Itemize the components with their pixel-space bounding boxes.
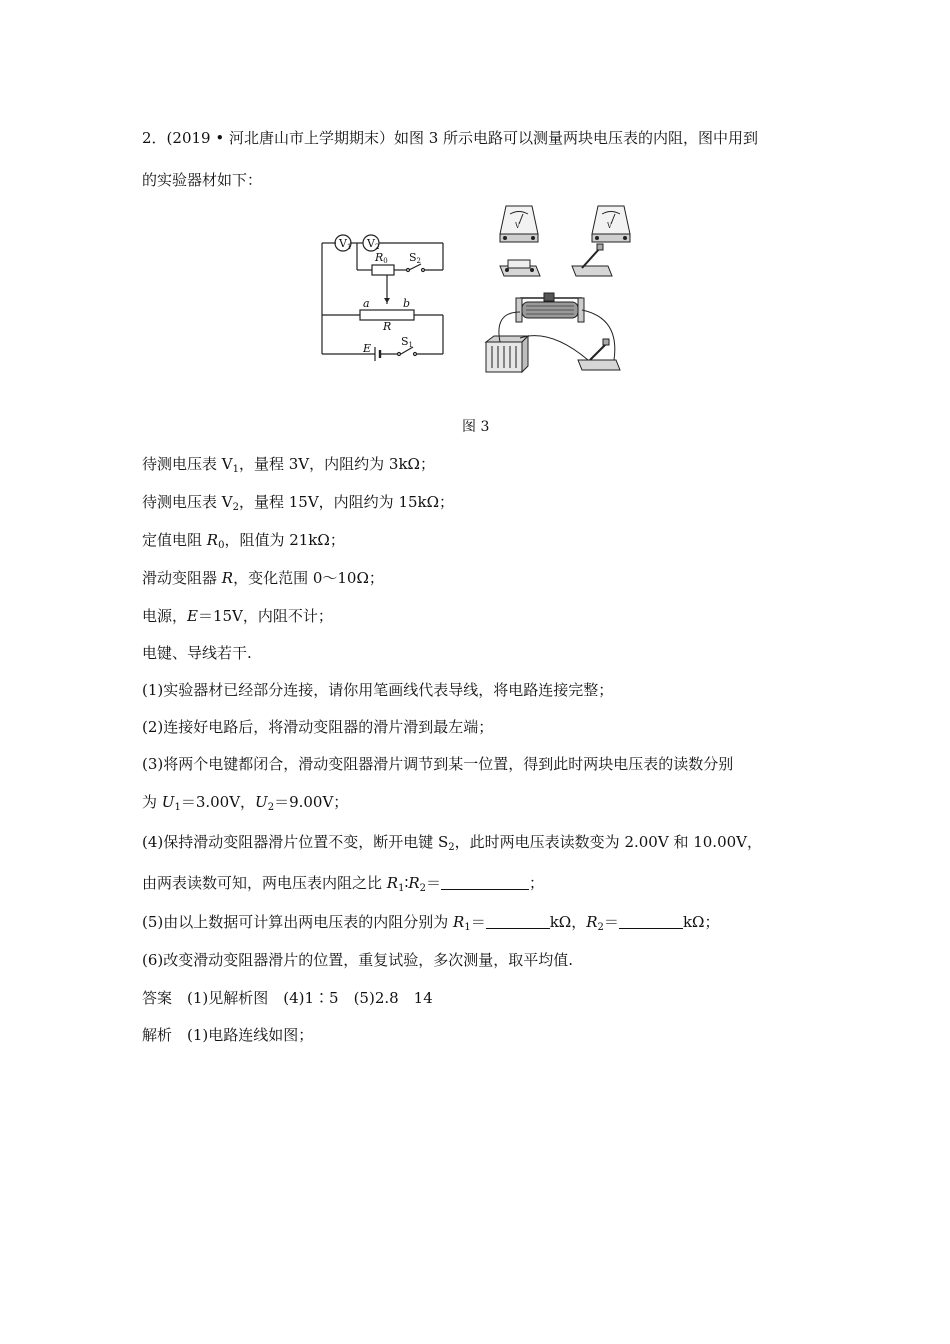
- material-rheostat: 滑动变阻器 R，变化范围 0～10Ω；: [142, 569, 384, 587]
- svg-text:V: V: [515, 222, 521, 230]
- answer-line: 答案 (1)见解析图 (4)1∶5 (5)2.8 14: [142, 989, 433, 1007]
- s2-label: S2: [409, 251, 422, 265]
- question-line-1: 2．(2019 • 河北唐山市上学期期末）如图 3 所示电路可以测量两块电压表的内阻，图中用到: [142, 129, 759, 147]
- switch-1-icon: [578, 339, 620, 370]
- material-wires: 电键、导线若干.: [142, 644, 252, 662]
- e-label: E: [363, 342, 372, 355]
- r2-blank[interactable]: [619, 914, 683, 929]
- slider-arrow: [384, 298, 390, 303]
- step-4-line-1: (4)保持滑动变阻器滑片位置不变，断开电键 $S_2$，此时两电压表读数变为 2.00V 和 10.00V，: [142, 833, 762, 853]
- apparatus-drawing: [470, 200, 645, 382]
- analysis-line: 解析 (1)电路连线如图；: [142, 1026, 314, 1044]
- figure-caption: 图 3: [462, 419, 490, 435]
- r1-blank[interactable]: [486, 914, 550, 929]
- material-r0: 定值电阻 $R_0$，阻值为 21kΩ；: [142, 531, 345, 551]
- step-4-line-2: 由两表读数可知，两电压表内阻之比 $R_1∶R_2=$ ；: [142, 874, 545, 894]
- fixed-resistor-icon: [500, 260, 540, 276]
- material-source: 电源，E＝15V，内阻不计；: [142, 607, 333, 625]
- step-5: (5)由以上数据可计算出两电压表的内阻分别为 $R_1= k\Omega$，$R_2= k\Omega$；: [142, 913, 720, 933]
- b-label: b: [403, 297, 411, 310]
- circuit-schematic: [315, 226, 450, 361]
- battery-icon: [486, 336, 528, 372]
- step-3-line-2: 为 $U_1=3.00V$，$U_2=9.00V$；: [142, 793, 349, 813]
- voltmeter-1-icon: [500, 206, 538, 242]
- r-label: R: [383, 320, 392, 333]
- step-2: (2)连接好电路后，将滑动变阻器的滑片滑到最左端；: [142, 718, 494, 736]
- step-3-line-1: (3)将两个电键都闭合，滑动变阻器滑片调节到某一位置，得到此时两块电压表的读数分别: [142, 755, 734, 773]
- ratio-blank[interactable]: [441, 875, 529, 890]
- switch-2-icon: [572, 244, 612, 276]
- step-1: (1)实验器材已经部分连接，请你用笔画线代表导线，将电路连接完整；: [142, 681, 614, 699]
- svg-text:V: V: [607, 222, 613, 230]
- material-v2: 待测电压表 $V_2$，量程 15V，内阻约为 15kΩ；: [142, 493, 455, 513]
- voltmeter-2-icon: [592, 206, 630, 242]
- a-label: a: [363, 297, 370, 310]
- material-v1: 待测电压表 $V_1$，量程 3V，内阻约为 3kΩ；: [142, 455, 435, 475]
- rheostat-icon: [516, 293, 584, 322]
- r0-label: R0: [375, 251, 388, 265]
- v2-label: V2: [367, 237, 380, 251]
- v1-label: V1: [339, 237, 352, 251]
- s1-label: S1: [401, 335, 414, 349]
- question-line-2: 的实验器材如下：: [142, 171, 263, 189]
- step-6: (6)改变滑动变阻器滑片的位置，重复试验，多次测量，取平均值.: [142, 951, 574, 969]
